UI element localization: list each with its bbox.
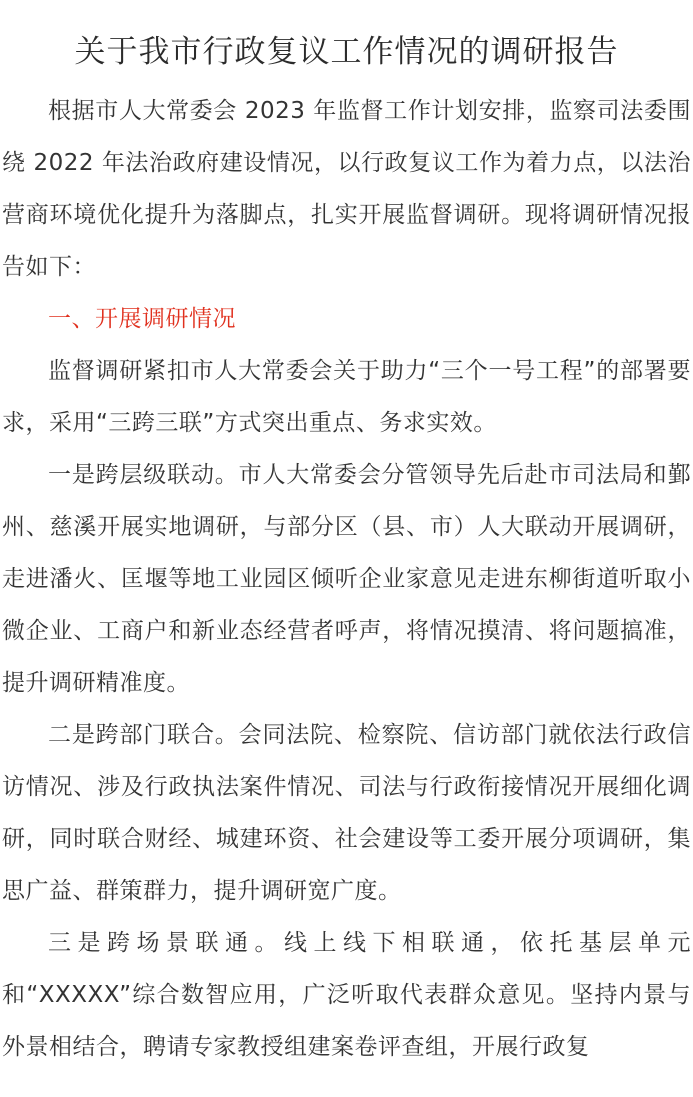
paragraph-cross-level: 一是跨层级联动。市人大常委会分管领导先后赴市司法局和鄞州、慈溪开展实地调研，与部分区（县、市）人大联动开展调研，走进潘火、匡堰等地工业园区倾听企业家意见走进东柳街道听取小微企业、工商户和新业态经营者呼声，将情况摸清、将问题搞准，提升调研精准度。 (2, 462, 691, 696)
paragraph-intro: 根据市人大常委会 2023 年监督工作计划安排，监察司法委围绕 2022 年法治政府建设情况，以行政复议工作为着力点，以法治营商环境优化提升为落脚点，扎实开展监督调研。现将调研情况报告如下： (2, 98, 691, 280)
document-body (2, 85, 691, 1073)
paragraph-overview: 监督调研紧扣市人大常委会关于助力“三个一号工程”的部署要求，采用“三跨三联”方式突出重点、务求实效。 (2, 358, 691, 436)
paragraph-cross-scene: 三是跨场景联通。线上线下相联通，依托基层单元和“XXXXX”综合数智应用，广泛听取代表群众意见。坚持内景与外景相结合，聘请专家教授组建案卷评查组，开展行政复 (2, 930, 691, 1060)
document-title: 关于我市行政复议工作情况的调研报告 (74, 34, 619, 70)
section-heading: 一、开展调研情况 (48, 306, 236, 332)
paragraph-cross-department: 二是跨部门联合。会同法院、检察院、信访部门就依法行政信访情况、涉及行政执法案件情况、司法与行政衔接情况开展细化调研，同时联合财经、城建环资、社会建设等工委开展分项调研，集思广益、群策群力，提升调研宽广度。 (2, 722, 691, 904)
